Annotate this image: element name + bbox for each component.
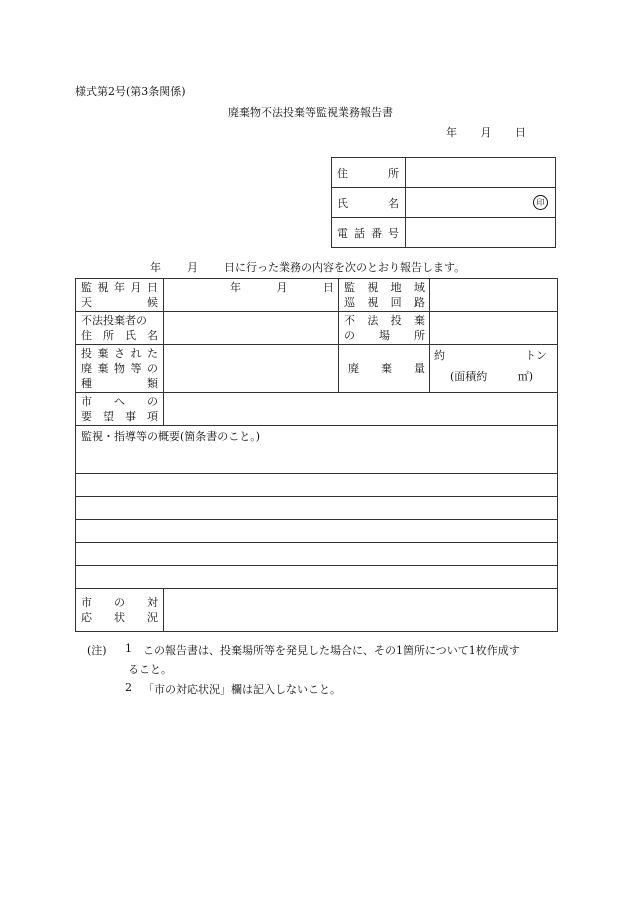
form-number: 様式第2号(第3条関係) <box>75 85 186 98</box>
month-char: 月 <box>480 126 492 139</box>
name-label: 氏 名 <box>332 188 406 218</box>
monitor-date-field[interactable]: 年 月 日 <box>164 279 339 312</box>
submission-date <box>446 124 526 140</box>
note-text-1-cont: ること。 <box>128 663 172 676</box>
place-label: 不 法 投 棄 の 場 所 <box>339 312 430 345</box>
note-number-2: 2 <box>125 681 132 694</box>
summary-line[interactable] <box>76 497 558 520</box>
seal-mark: 印 <box>533 195 548 210</box>
address-label: 住 所 <box>332 158 406 188</box>
amount-field[interactable] <box>430 345 558 393</box>
note-text-1: この報告書は、投棄場所等を発見した場合に、その1箇所について1枚作成す <box>143 644 520 657</box>
phone-field[interactable] <box>406 218 556 248</box>
amount-label: 廃 棄 量 <box>339 345 430 393</box>
sqm-unit: ㎡) <box>517 370 533 383</box>
request-field[interactable] <box>164 393 558 426</box>
response-label: 市 の 対 応 状 況 <box>76 589 164 632</box>
summary-line[interactable] <box>76 566 558 589</box>
ton-unit: トン <box>525 349 547 362</box>
summary-label: 監視・指導等の概要(箇条書のこと。) <box>81 430 261 443</box>
area-field[interactable] <box>430 279 558 312</box>
dumper-label: 不法投棄者の 住 所 氏 名 <box>76 312 164 345</box>
name-field[interactable] <box>406 188 556 218</box>
place-field[interactable] <box>430 312 558 345</box>
waste-type-field[interactable] <box>164 345 339 393</box>
day-char: 日 <box>515 126 526 139</box>
note-prefix: (注) <box>87 644 107 657</box>
area-approx-label: (面積約 <box>450 370 488 383</box>
summary-line[interactable] <box>76 520 558 543</box>
waste-type-label: 投 棄 さ れ た 廃 棄 物 等 の 種 類 <box>76 345 164 393</box>
intro-sentence: 年 月 日に行った業務の内容を次のとおり報告します。 <box>150 261 466 274</box>
summary-line[interactable] <box>76 543 558 566</box>
monitor-date-label: 監 視 年 月 日 天 候 <box>76 279 164 312</box>
note-number-1: 1 <box>125 642 132 655</box>
approx-label: 約 <box>434 349 445 362</box>
report-table <box>75 278 558 632</box>
request-label: 市 へ の 要 望 事 項 <box>76 393 164 426</box>
summary-line[interactable] <box>76 474 558 497</box>
dumper-field[interactable] <box>164 312 339 345</box>
document-title: 廃棄物不法投棄等監視業務報告書 <box>228 106 393 119</box>
address-field[interactable] <box>406 158 556 188</box>
note-text-2: 「市の対応状況」欄は記入しないこと。 <box>143 683 341 696</box>
reporter-box <box>331 157 556 248</box>
response-field[interactable] <box>164 589 558 632</box>
area-label: 監 視 地 域 巡 視 回 路 <box>339 279 430 312</box>
phone-label: 電 話 番 号 <box>332 218 406 248</box>
year-char: 年 <box>446 126 457 139</box>
summary-field[interactable] <box>76 426 558 474</box>
